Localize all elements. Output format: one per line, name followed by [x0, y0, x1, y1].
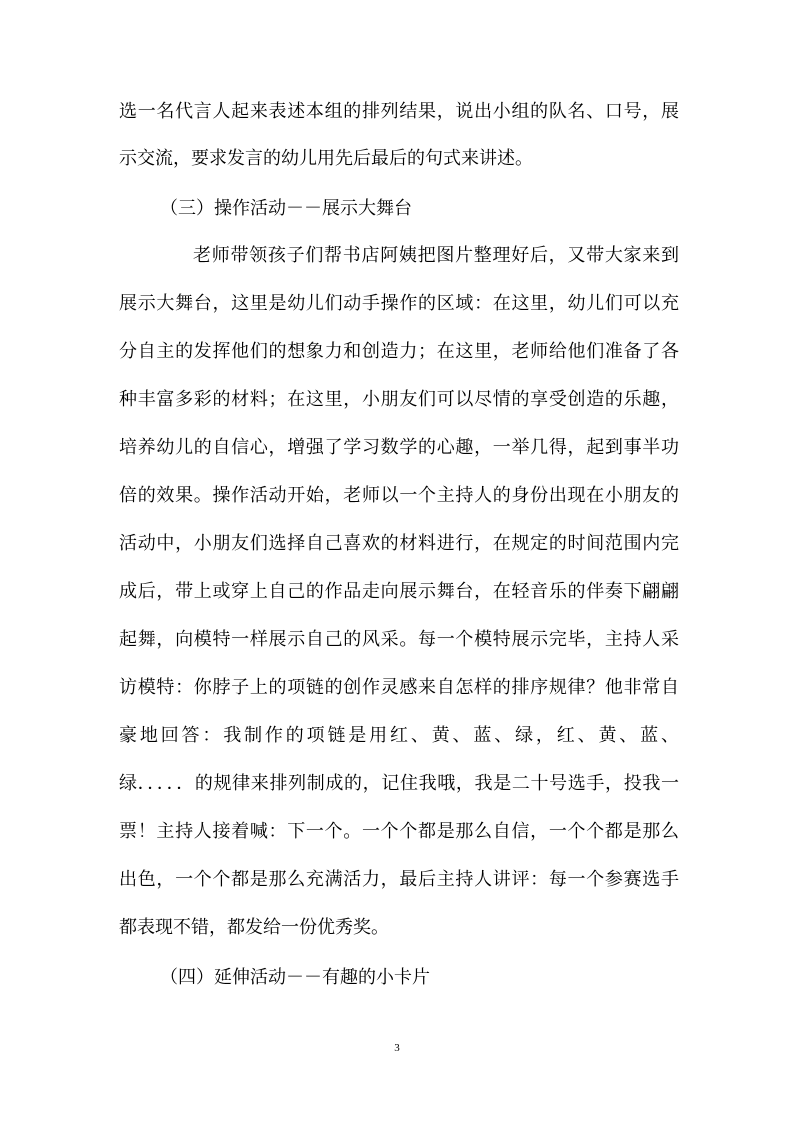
section-heading: （四）延伸活动－－有趣的小卡片 — [160, 967, 430, 988]
paragraph-line: 豪地回答：我制作的项链是用红、黄、蓝、绿，红、黄、蓝、 — [119, 725, 679, 746]
page-number: 3 — [394, 1042, 400, 1054]
paragraph-line: 种丰富多彩的材料；在这里，小朋友们可以尽情的享受创造的乐趣， — [119, 389, 679, 410]
paragraph-line: 倍的效果。操作活动开始，老师以一个主持人的身份出现在小朋友的 — [119, 485, 679, 506]
paragraph-line: 选一名代言人起来表述本组的排列结果，说出小组的队名、口号，展 — [119, 101, 679, 122]
paragraph-line: 培养幼儿的自信心，增强了学习数学的心趣，一举几得，起到事半功 — [119, 437, 679, 458]
paragraph-line: 分自主的发挥他们的想象力和创造力；在这里，老师给他们准备了各 — [119, 341, 679, 362]
section-heading: （三）操作活动－－展示大舞台 — [160, 198, 412, 219]
paragraph-line: 出色，一个个都是那么充满活力，最后主持人讲评：每一个参赛选手 — [119, 869, 679, 890]
paragraph-line: 票！主持人接着喊：下一个。一个个都是那么自信，一个个都是那么 — [119, 821, 679, 842]
paragraph-line: 示交流，要求发言的幼儿用先后最后的句式来讲述。 — [119, 148, 533, 169]
paragraph-line: 老师带领孩子们帮书店阿姨把图片整理好后，又带大家来到 — [193, 245, 679, 266]
paragraph-line: 活动中，小朋友们选择自己喜欢的材料进行，在规定的时间范围内完 — [119, 533, 679, 554]
paragraph-line: 起舞，向模特一样展示自己的风采。每一个模特展示完毕，主持人采 — [119, 629, 679, 650]
paragraph-line: 都表现不错，都发给一份优秀奖。 — [119, 917, 389, 938]
paragraph-line: 展示大舞台，这里是幼儿们动手操作的区域：在这里，幼儿们可以充 — [119, 293, 679, 314]
paragraph-line: 成后，带上或穿上自己的作品走向展示舞台，在轻音乐的伴奏下翩翩 — [119, 581, 679, 602]
paragraph-line: 绿．．．．．的规律来排列制成的，记住我哦，我是二十号选手，投我一 — [119, 773, 679, 794]
paragraph-line: 访模特：你脖子上的项链的创作灵感来自怎样的排序规律？他非常自 — [119, 677, 679, 698]
